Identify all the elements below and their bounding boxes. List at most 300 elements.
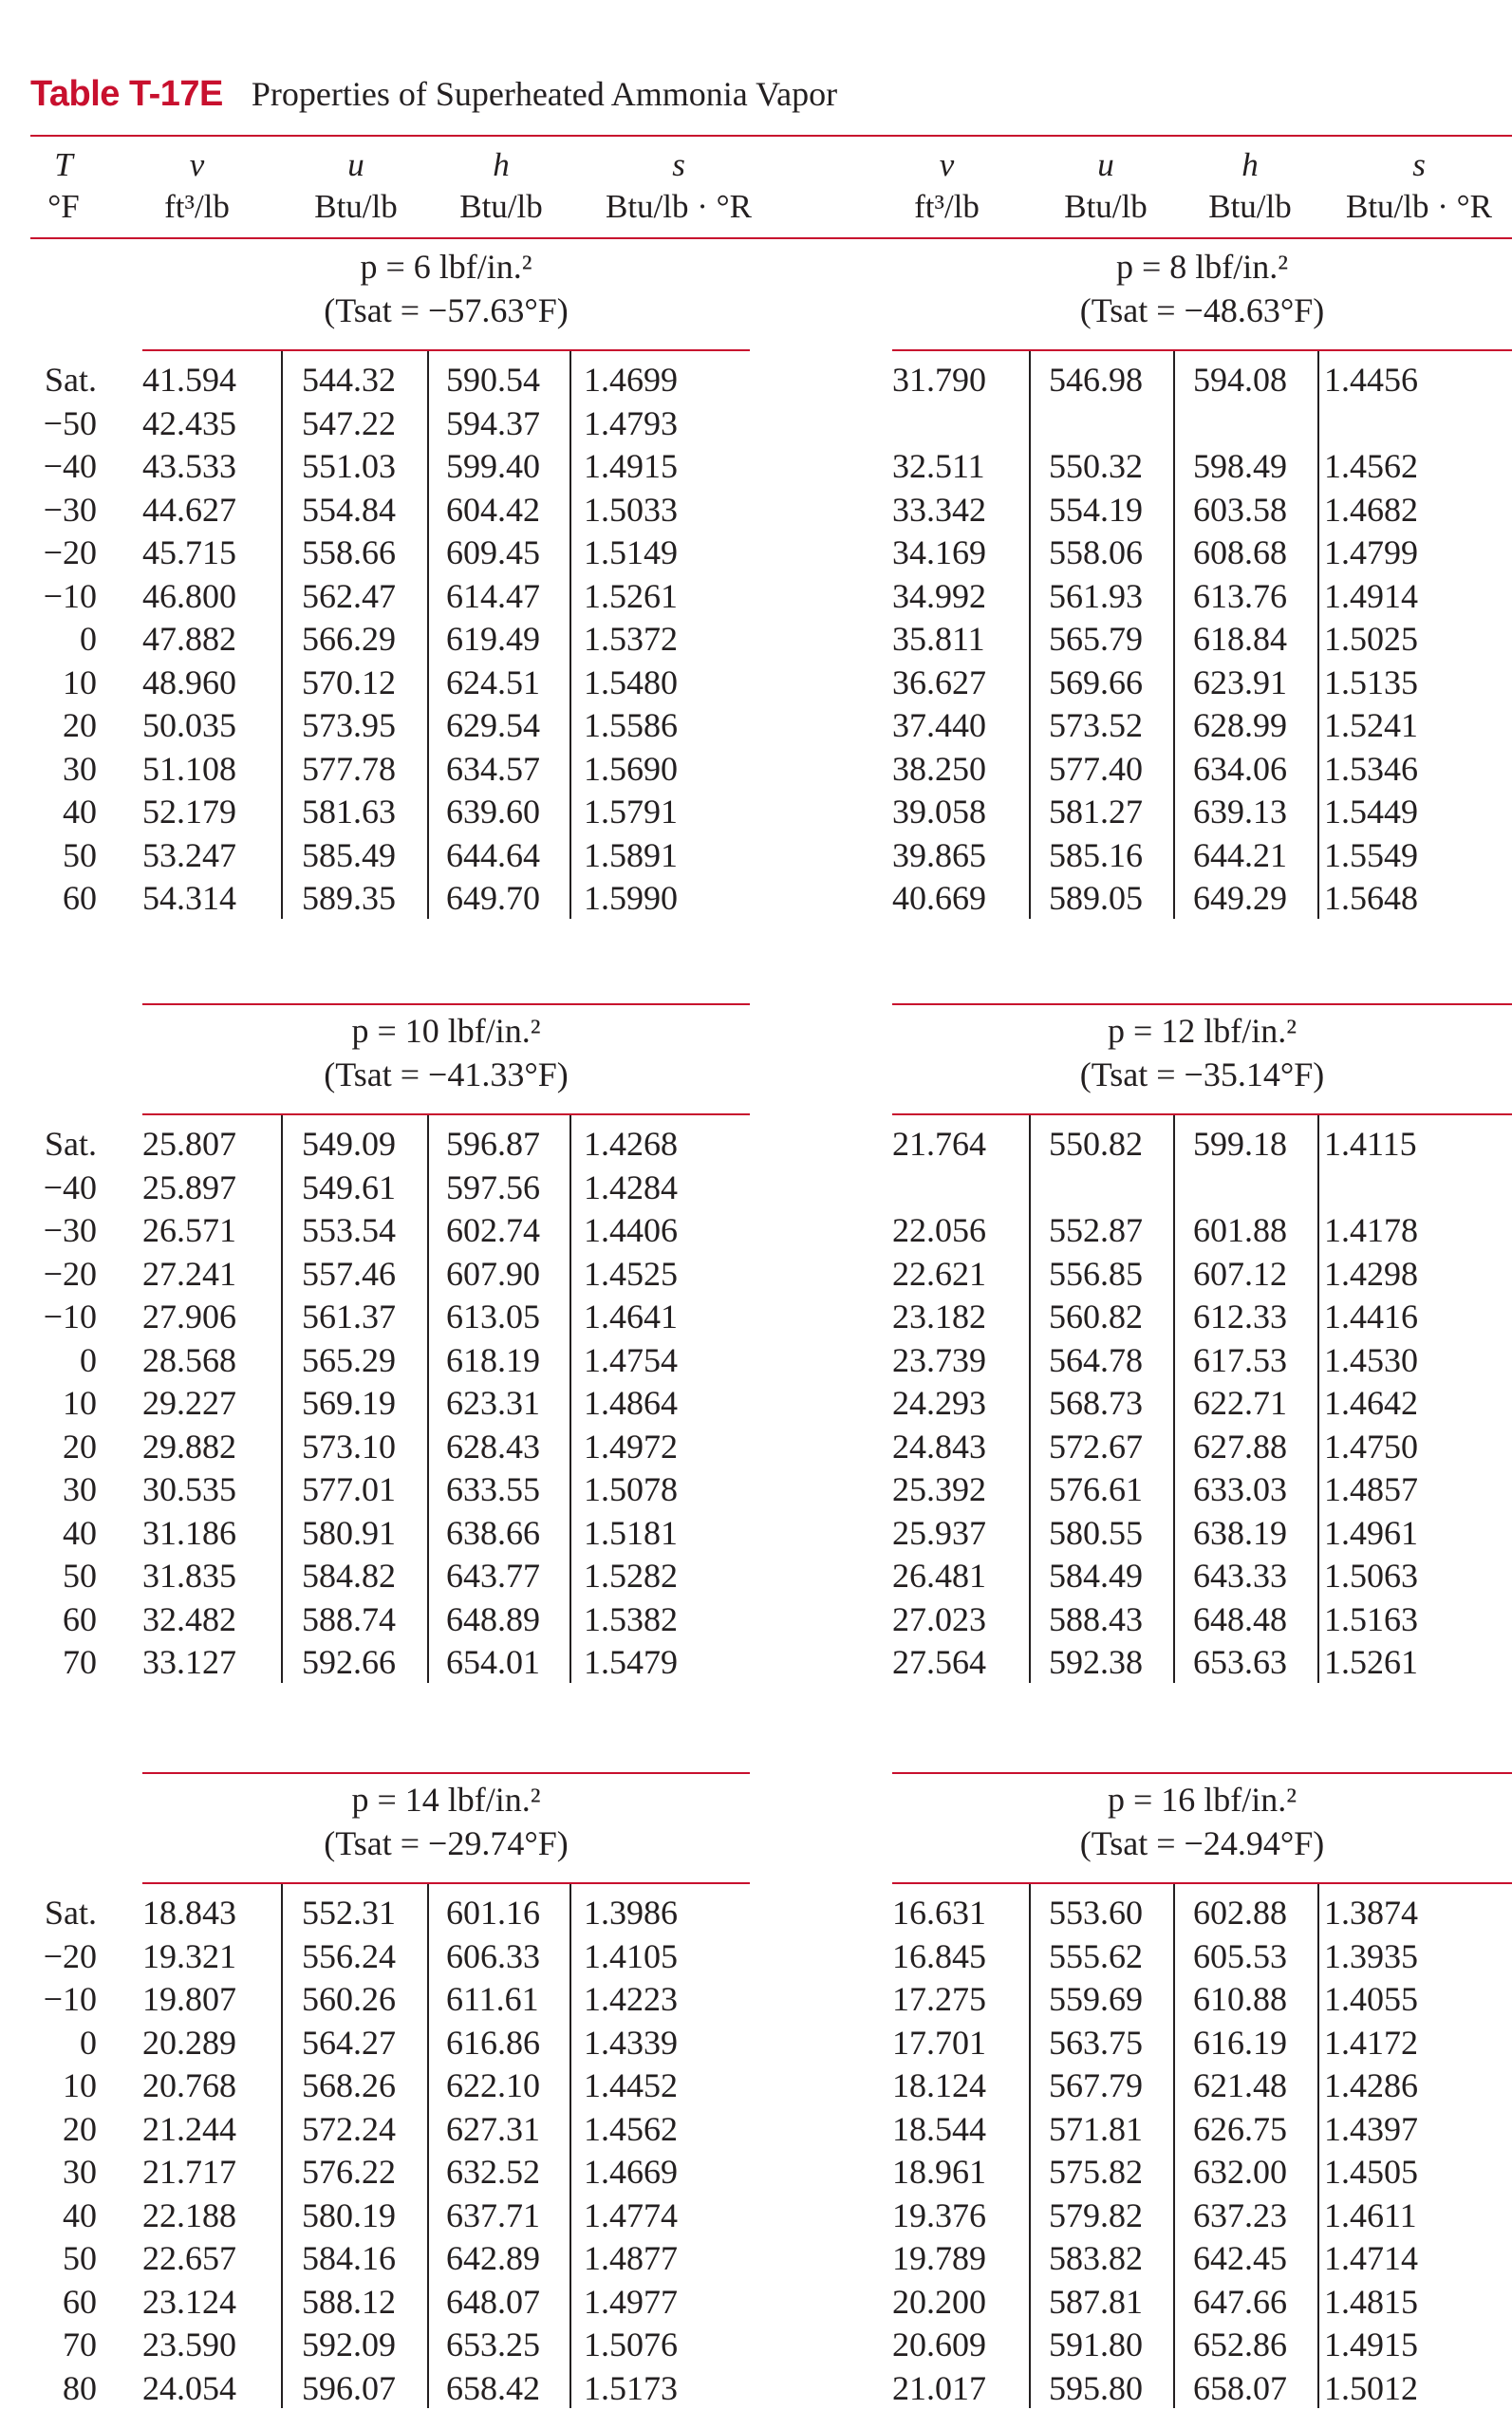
value-v-right: 20.609 (892, 2324, 1016, 2367)
temperature-cell: −10 (30, 1296, 97, 1339)
value-u-right: 580.55 (1049, 1512, 1172, 1556)
value-h-left: 639.60 (446, 791, 569, 834)
value-v-right: 19.789 (892, 2237, 1016, 2281)
value-u-right: 585.16 (1049, 834, 1172, 878)
value-u-right: 587.81 (1049, 2281, 1172, 2325)
temperature-cell: 60 (30, 1598, 97, 1642)
value-h-right: 643.33 (1193, 1555, 1316, 1598)
value-v-right: 17.275 (892, 1978, 1016, 2022)
tsat-line: (Tsat = −24.94°F) (892, 1822, 1512, 1865)
value-v-right: 24.293 (892, 1382, 1016, 1426)
value-h-left: 613.05 (446, 1296, 569, 1339)
value-u-left: 560.26 (302, 1978, 425, 2022)
pressure-line: p = 6 lbf/in.² (142, 245, 750, 289)
value-h-right: 599.18 (1193, 1123, 1316, 1167)
value-v-left: 51.108 (142, 748, 266, 792)
value-s-left: 1.5372 (584, 618, 726, 662)
value-s-left: 1.4754 (584, 1339, 726, 1383)
table-label: Table T-17E (30, 74, 223, 114)
value-v-right: 19.376 (892, 2195, 1016, 2238)
value-u-right: 595.80 (1049, 2367, 1172, 2410)
value-s-right: 1.4456 (1324, 359, 1466, 402)
value-s-right: 1.5648 (1324, 877, 1466, 921)
value-h-right: 594.08 (1193, 359, 1316, 402)
value-h-left: 597.56 (446, 1167, 569, 1210)
temperature-cell: −20 (30, 1253, 97, 1297)
value-h-right: 658.07 (1193, 2367, 1316, 2410)
column-divider (1317, 1884, 1319, 2408)
value-u-left: 549.61 (302, 1167, 425, 1210)
col-header-u-right: u Btu/lb (1044, 144, 1167, 228)
temperature-cell: 20 (30, 1426, 97, 1469)
block-rule-right (892, 349, 1512, 351)
value-s-right: 1.4172 (1324, 2022, 1466, 2065)
value-s-left: 1.5282 (584, 1555, 726, 1598)
block-top-rule-left (142, 1772, 750, 1774)
value-s-left: 1.3986 (584, 1892, 726, 1935)
value-h-left: 623.31 (446, 1382, 569, 1426)
value-u-left: 577.78 (302, 748, 425, 792)
value-s-right: 1.4961 (1324, 1512, 1466, 1556)
pressure-title-left (142, 1009, 750, 1096)
value-v-left: 22.188 (142, 2195, 266, 2238)
value-h-right: 607.12 (1193, 1253, 1316, 1297)
value-v-right: 36.627 (892, 662, 1016, 705)
value-s-left: 1.5149 (584, 532, 726, 575)
value-h-right: 617.53 (1193, 1339, 1316, 1383)
value-h-left: 624.51 (446, 662, 569, 705)
value-h-left: 622.10 (446, 2064, 569, 2108)
temperature-cell: 40 (30, 791, 97, 834)
pressure-title-left (142, 1778, 750, 1865)
pressure-line: p = 8 lbf/in.² (892, 245, 1512, 289)
value-v-left: 46.800 (142, 575, 266, 619)
value-u-left: 589.35 (302, 877, 425, 921)
temperature-cell: −10 (30, 1978, 97, 2022)
value-u-left: 577.01 (302, 1468, 425, 1512)
value-s-left: 1.4562 (584, 2108, 726, 2152)
value-s-left: 1.5891 (584, 834, 726, 878)
value-v-right: 26.481 (892, 1555, 1016, 1598)
value-s-right: 1.4914 (1324, 575, 1466, 619)
value-v-right: 17.701 (892, 2022, 1016, 2065)
value-v-left: 32.482 (142, 1598, 266, 1642)
value-u-right: 567.79 (1049, 2064, 1172, 2108)
value-u-left: 566.29 (302, 618, 425, 662)
value-s-right: 1.4915 (1324, 2324, 1466, 2367)
value-h-left: 604.42 (446, 489, 569, 532)
value-h-left: 638.66 (446, 1512, 569, 1556)
value-v-right: 34.992 (892, 575, 1016, 619)
column-divider (1029, 1115, 1031, 1683)
column-divider (427, 351, 429, 919)
temperature-cell: 30 (30, 2151, 97, 2195)
value-s-right: 1.4799 (1324, 532, 1466, 575)
value-u-right: 571.81 (1049, 2108, 1172, 2152)
value-s-left: 1.4223 (584, 1978, 726, 2022)
value-u-left: 580.91 (302, 1512, 425, 1556)
value-v-right: 37.440 (892, 704, 1016, 748)
value-v-right: 22.056 (892, 1209, 1016, 1253)
value-u-right: 554.19 (1049, 489, 1172, 532)
value-h-left: 649.70 (446, 877, 569, 921)
block-rule-right (892, 1113, 1512, 1115)
column-divider (281, 351, 283, 919)
value-s-right: 1.5549 (1324, 834, 1466, 878)
value-s-left: 1.5791 (584, 791, 726, 834)
value-u-right: 546.98 (1049, 359, 1172, 402)
value-h-left: 607.90 (446, 1253, 569, 1297)
col-header-s-right: s Btu/lb · °R (1324, 144, 1512, 228)
value-h-left: 606.33 (446, 1935, 569, 1979)
value-h-left: 643.77 (446, 1555, 569, 1598)
value-v-left: 52.179 (142, 791, 266, 834)
value-u-left: 561.37 (302, 1296, 425, 1339)
value-h-left: 637.71 (446, 2195, 569, 2238)
value-u-right: 563.75 (1049, 2022, 1172, 2065)
column-divider (281, 1884, 283, 2408)
pressure-line: p = 10 lbf/in.² (142, 1009, 750, 1053)
value-v-left: 47.882 (142, 618, 266, 662)
value-h-left: 594.37 (446, 402, 569, 446)
value-u-right: 556.85 (1049, 1253, 1172, 1297)
value-s-right: 1.5163 (1324, 1598, 1466, 1642)
value-u-left: 588.74 (302, 1598, 425, 1642)
value-v-left: 20.289 (142, 2022, 266, 2065)
temperature-cell: 70 (30, 2324, 97, 2367)
value-h-left: 627.31 (446, 2108, 569, 2152)
value-h-left: 616.86 (446, 2022, 569, 2065)
header-top-rule (30, 135, 1512, 137)
value-u-right: 569.66 (1049, 662, 1172, 705)
value-v-left: 20.768 (142, 2064, 266, 2108)
value-v-right: 25.937 (892, 1512, 1016, 1556)
column-divider (1173, 1884, 1175, 2408)
value-s-left: 1.5033 (584, 489, 726, 532)
value-v-right: 33.342 (892, 489, 1016, 532)
value-u-left: 557.46 (302, 1253, 425, 1297)
table-caption: Properties of Superheated Ammonia Vapor (252, 75, 837, 113)
value-v-left: 45.715 (142, 532, 266, 575)
value-v-right: 31.790 (892, 359, 1016, 402)
value-h-right: 628.99 (1193, 704, 1316, 748)
value-s-right: 1.5261 (1324, 1641, 1466, 1685)
value-u-left: 568.26 (302, 2064, 425, 2108)
value-u-right: 591.80 (1049, 2324, 1172, 2367)
value-u-left: 549.09 (302, 1123, 425, 1167)
value-s-right: 1.4416 (1324, 1296, 1466, 1339)
value-u-left: 552.31 (302, 1892, 425, 1935)
value-u-right: 550.82 (1049, 1123, 1172, 1167)
value-s-left: 1.5479 (584, 1641, 726, 1685)
value-s-left: 1.4268 (584, 1123, 726, 1167)
temperature-cell: −10 (30, 575, 97, 619)
value-h-left: 611.61 (446, 1978, 569, 2022)
temperature-cell: −30 (30, 1209, 97, 1253)
value-h-left: 629.54 (446, 704, 569, 748)
value-s-right: 1.5449 (1324, 791, 1466, 834)
value-v-left: 27.241 (142, 1253, 266, 1297)
value-u-left: 572.24 (302, 2108, 425, 2152)
value-s-right: 1.4055 (1324, 1978, 1466, 2022)
value-h-left: 658.42 (446, 2367, 569, 2410)
value-u-left: 556.24 (302, 1935, 425, 1979)
value-h-right: 618.84 (1193, 618, 1316, 662)
value-s-left: 1.5480 (584, 662, 726, 705)
value-v-right: 22.621 (892, 1253, 1016, 1297)
value-v-left: 50.035 (142, 704, 266, 748)
value-v-left: 25.897 (142, 1167, 266, 1210)
temperature-cell: 60 (30, 877, 97, 921)
value-v-left: 22.657 (142, 2237, 266, 2281)
column-divider (1317, 1115, 1319, 1683)
value-h-left: 642.89 (446, 2237, 569, 2281)
value-h-left: 632.52 (446, 2151, 569, 2195)
value-h-right: 610.88 (1193, 1978, 1316, 2022)
value-h-right: 632.00 (1193, 2151, 1316, 2195)
value-u-left: 585.49 (302, 834, 425, 878)
value-v-right: 18.544 (892, 2108, 1016, 2152)
value-u-left: 596.07 (302, 2367, 425, 2410)
temperature-cell: 0 (30, 2022, 97, 2065)
value-s-left: 1.5382 (584, 1598, 726, 1642)
value-u-left: 584.82 (302, 1555, 425, 1598)
temperature-cell: 30 (30, 748, 97, 792)
value-u-left: 564.27 (302, 2022, 425, 2065)
value-u-right: 560.82 (1049, 1296, 1172, 1339)
temperature-cell: 0 (30, 1339, 97, 1383)
temperature-cell: −20 (30, 1935, 97, 1979)
pressure-title-right (892, 1778, 1512, 1865)
column-divider (281, 1115, 283, 1683)
value-u-right: 581.27 (1049, 791, 1172, 834)
value-u-right: 573.52 (1049, 704, 1172, 748)
block-rule-left (142, 349, 750, 351)
col-header-v-right: v ft³/lb (892, 144, 1001, 228)
value-u-right: 550.32 (1049, 445, 1172, 489)
value-v-left: 19.321 (142, 1935, 266, 1979)
pressure-title-left (142, 245, 750, 332)
col-header-v-left: v ft³/lb (142, 144, 252, 228)
value-h-left: 628.43 (446, 1426, 569, 1469)
value-h-left: 648.89 (446, 1598, 569, 1642)
value-s-left: 1.4284 (584, 1167, 726, 1210)
value-h-right: 622.71 (1193, 1382, 1316, 1426)
value-v-right: 27.564 (892, 1641, 1016, 1685)
value-h-right: 633.03 (1193, 1468, 1316, 1512)
tsat-line: (Tsat = −35.14°F) (892, 1053, 1512, 1096)
temperature-cell: 50 (30, 834, 97, 878)
col-header-h-right: h Btu/lb (1188, 144, 1312, 228)
value-h-left: 633.55 (446, 1468, 569, 1512)
value-h-right: 639.13 (1193, 791, 1316, 834)
value-s-right: 1.4530 (1324, 1339, 1466, 1383)
value-h-right: 652.86 (1193, 2324, 1316, 2367)
temperature-cell: 80 (30, 2367, 97, 2410)
value-v-right: 35.811 (892, 618, 1016, 662)
value-u-right: 576.61 (1049, 1468, 1172, 1512)
value-h-left: 653.25 (446, 2324, 569, 2367)
value-s-left: 1.4669 (584, 2151, 726, 2195)
value-v-right: 20.200 (892, 2281, 1016, 2325)
value-s-right: 1.4750 (1324, 1426, 1466, 1469)
value-h-right: 621.48 (1193, 2064, 1316, 2108)
value-s-left: 1.4525 (584, 1253, 726, 1297)
value-h-left: 619.49 (446, 618, 569, 662)
value-v-left: 33.127 (142, 1641, 266, 1685)
value-v-left: 28.568 (142, 1339, 266, 1383)
value-s-left: 1.4339 (584, 2022, 726, 2065)
value-u-left: 581.63 (302, 791, 425, 834)
value-h-right: 637.23 (1193, 2195, 1316, 2238)
value-v-right: 39.865 (892, 834, 1016, 878)
value-u-left: 592.09 (302, 2324, 425, 2367)
value-v-left: 29.227 (142, 1382, 266, 1426)
value-s-right: 1.4286 (1324, 2064, 1466, 2108)
column-divider (569, 351, 571, 919)
temperature-cell: 60 (30, 2281, 97, 2325)
value-h-right: 627.88 (1193, 1426, 1316, 1469)
value-v-left: 41.594 (142, 359, 266, 402)
value-u-right: 583.82 (1049, 2237, 1172, 2281)
value-v-left: 21.244 (142, 2108, 266, 2152)
value-h-right: 644.21 (1193, 834, 1316, 878)
value-h-left: 599.40 (446, 445, 569, 489)
value-h-left: 596.87 (446, 1123, 569, 1167)
value-v-right: 38.250 (892, 748, 1016, 792)
value-s-right: 1.4815 (1324, 2281, 1466, 2325)
col-header-h-left: h Btu/lb (439, 144, 563, 228)
value-u-left: 569.19 (302, 1382, 425, 1426)
value-v-right: 27.023 (892, 1598, 1016, 1642)
value-s-right: 1.4298 (1324, 1253, 1466, 1297)
value-u-right: 559.69 (1049, 1978, 1172, 2022)
tsat-line: (Tsat = −41.33°F) (142, 1053, 750, 1096)
temperature-cell: 40 (30, 1512, 97, 1556)
value-v-left: 18.843 (142, 1892, 266, 1935)
value-u-left: 544.32 (302, 359, 425, 402)
value-v-right: 25.392 (892, 1468, 1016, 1512)
value-h-left: 634.57 (446, 748, 569, 792)
value-u-left: 565.29 (302, 1339, 425, 1383)
temperature-cell: Sat. (30, 1892, 97, 1935)
value-s-right: 1.5063 (1324, 1555, 1466, 1598)
value-s-left: 1.4105 (584, 1935, 726, 1979)
column-divider (569, 1884, 571, 2408)
pressure-line: p = 12 lbf/in.² (892, 1009, 1512, 1053)
header-bottom-rule (30, 237, 1512, 239)
column-divider (427, 1115, 429, 1683)
value-s-right: 1.5012 (1324, 2367, 1466, 2410)
value-h-right: 602.88 (1193, 1892, 1316, 1935)
value-u-right: 579.82 (1049, 2195, 1172, 2238)
value-s-left: 1.4793 (584, 402, 726, 446)
value-u-left: 576.22 (302, 2151, 425, 2195)
value-h-left: 618.19 (446, 1339, 569, 1383)
value-u-left: 562.47 (302, 575, 425, 619)
value-v-right: 18.124 (892, 2064, 1016, 2108)
value-s-right: 1.5346 (1324, 748, 1466, 792)
value-u-right: 575.82 (1049, 2151, 1172, 2195)
value-s-left: 1.4699 (584, 359, 726, 402)
value-s-left: 1.5173 (584, 2367, 726, 2410)
tsat-line: (Tsat = −48.63°F) (892, 289, 1512, 332)
value-h-right: 603.58 (1193, 489, 1316, 532)
value-h-right: 613.76 (1193, 575, 1316, 619)
temperature-cell: 20 (30, 2108, 97, 2152)
value-h-right: 612.33 (1193, 1296, 1316, 1339)
value-s-right: 1.5241 (1324, 704, 1466, 748)
value-s-right: 1.4115 (1324, 1123, 1466, 1167)
value-v-left: 26.571 (142, 1209, 266, 1253)
value-u-right: 577.40 (1049, 748, 1172, 792)
value-u-right: 552.87 (1049, 1209, 1172, 1253)
value-u-left: 570.12 (302, 662, 425, 705)
temperature-cell: 30 (30, 1468, 97, 1512)
pressure-title-right (892, 245, 1512, 332)
value-s-right: 1.4714 (1324, 2237, 1466, 2281)
value-s-right: 1.4611 (1324, 2195, 1466, 2238)
value-v-right: 21.017 (892, 2367, 1016, 2410)
value-u-left: 551.03 (302, 445, 425, 489)
value-u-left: 558.66 (302, 532, 425, 575)
value-v-left: 42.435 (142, 402, 266, 446)
column-divider (1317, 351, 1319, 919)
column-divider (427, 1884, 429, 2408)
value-h-left: 648.07 (446, 2281, 569, 2325)
block-top-rule-right (892, 1772, 1512, 1774)
column-divider (1029, 1884, 1031, 2408)
value-u-right: 564.78 (1049, 1339, 1172, 1383)
temperature-cell: Sat. (30, 1123, 97, 1167)
value-v-left: 54.314 (142, 877, 266, 921)
value-h-right: 648.48 (1193, 1598, 1316, 1642)
value-s-right: 1.4682 (1324, 489, 1466, 532)
value-h-left: 602.74 (446, 1209, 569, 1253)
temperature-cell: 50 (30, 1555, 97, 1598)
value-h-left: 654.01 (446, 1641, 569, 1685)
temperature-cell: −20 (30, 532, 97, 575)
tsat-line: (Tsat = −29.74°F) (142, 1822, 750, 1865)
value-u-right: 553.60 (1049, 1892, 1172, 1935)
pressure-line: p = 14 lbf/in.² (142, 1778, 750, 1822)
value-v-left: 29.882 (142, 1426, 266, 1469)
value-h-right: 598.49 (1193, 445, 1316, 489)
value-u-right: 592.38 (1049, 1641, 1172, 1685)
block-top-rule-left (142, 1003, 750, 1005)
block-top-rule-right (892, 1003, 1512, 1005)
value-v-left: 23.590 (142, 2324, 266, 2367)
value-v-right: 16.631 (892, 1892, 1016, 1935)
value-s-left: 1.4641 (584, 1296, 726, 1339)
value-h-right: 638.19 (1193, 1512, 1316, 1556)
column-divider (569, 1115, 571, 1683)
value-h-right: 634.06 (1193, 748, 1316, 792)
value-s-left: 1.4972 (584, 1426, 726, 1469)
value-v-left: 31.835 (142, 1555, 266, 1598)
value-s-left: 1.5586 (584, 704, 726, 748)
value-u-right: 588.43 (1049, 1598, 1172, 1642)
value-h-right: 653.63 (1193, 1641, 1316, 1685)
value-s-right: 1.3935 (1324, 1935, 1466, 1979)
block-rule-right (892, 1882, 1512, 1884)
value-s-left: 1.5076 (584, 2324, 726, 2367)
tsat-line: (Tsat = −57.63°F) (142, 289, 750, 332)
value-u-right: 589.05 (1049, 877, 1172, 921)
value-s-right: 1.4178 (1324, 1209, 1466, 1253)
value-s-left: 1.5690 (584, 748, 726, 792)
temperature-cell: −30 (30, 489, 97, 532)
